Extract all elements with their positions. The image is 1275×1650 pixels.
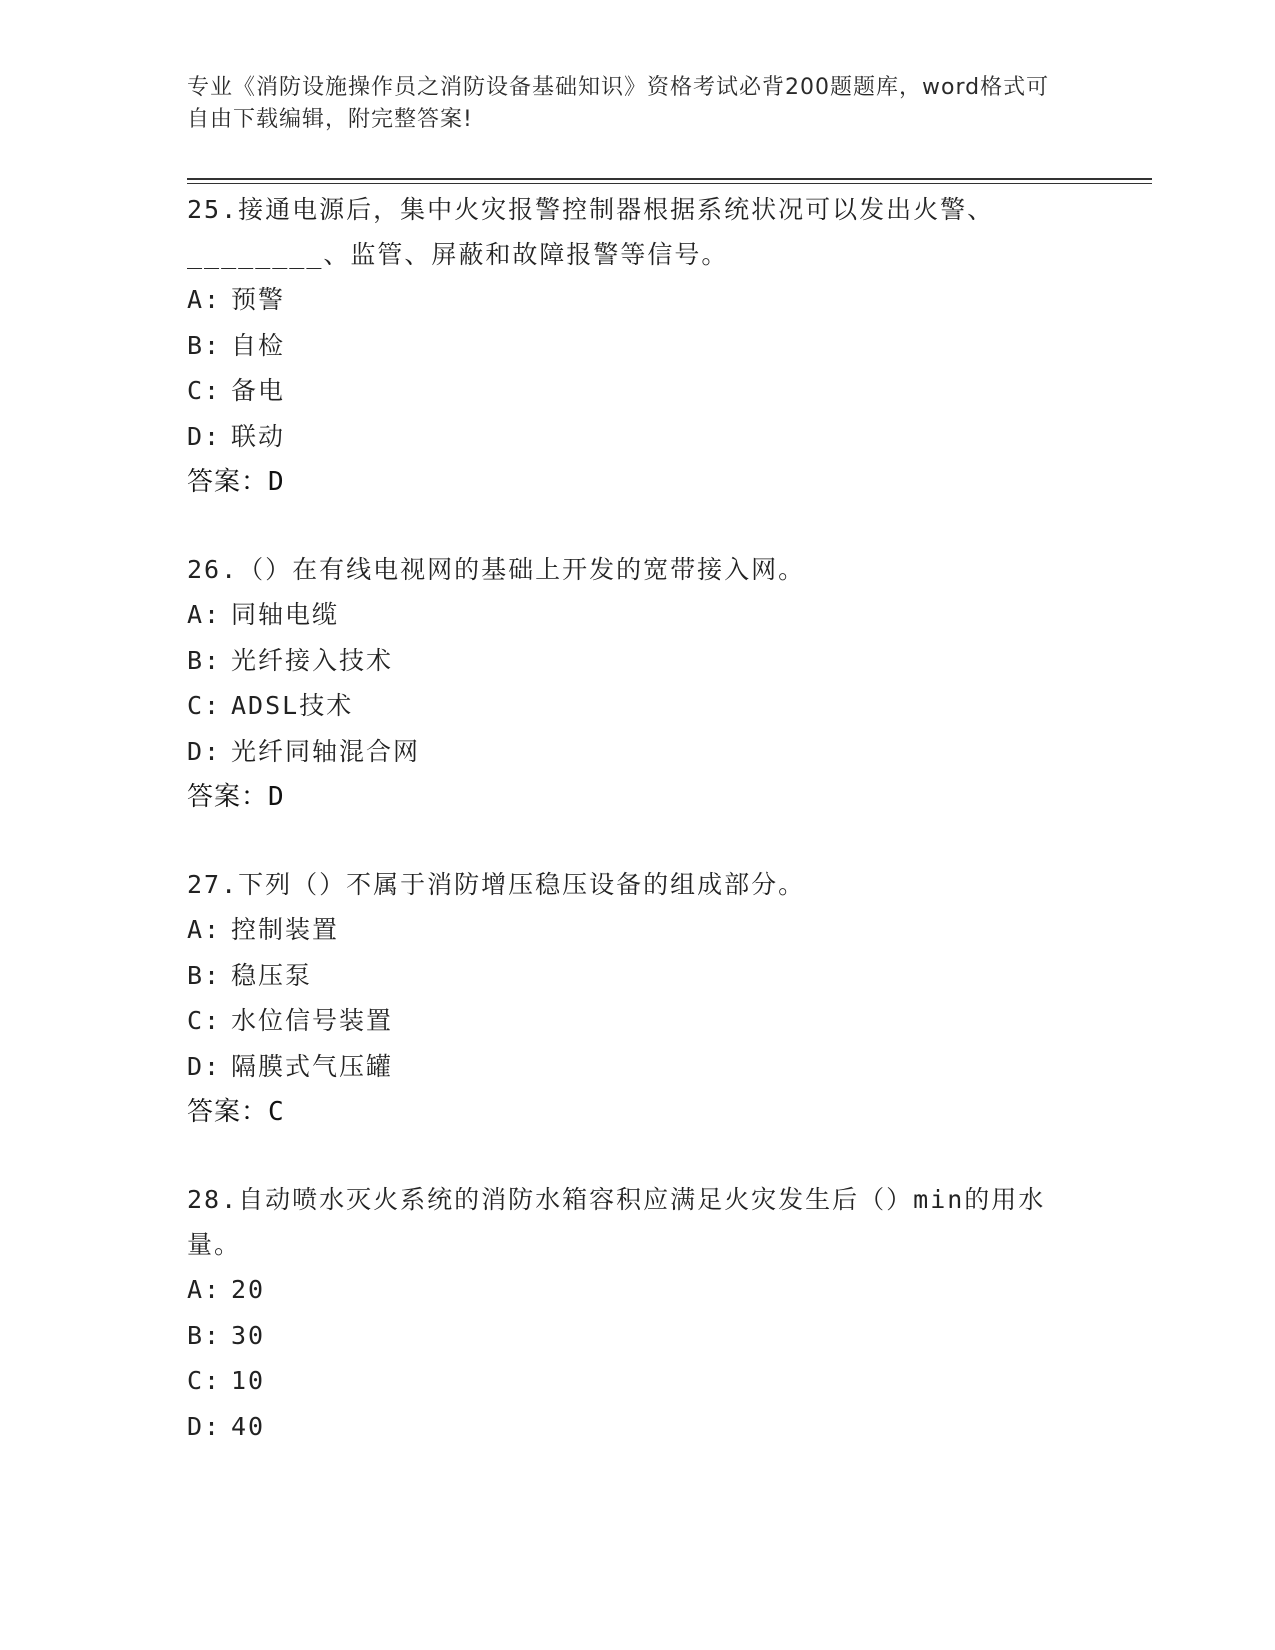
- option-d: [187, 729, 1087, 775]
- option-letter: A:: [187, 285, 222, 314]
- option-text: 同轴电缆: [231, 600, 340, 629]
- question-item: [187, 1177, 1087, 1449]
- option-letter: D:: [187, 736, 222, 766]
- option-d: [187, 1044, 1087, 1090]
- answer-label: 答案：: [187, 1097, 269, 1127]
- option-letter: C:: [187, 1006, 222, 1035]
- option-text: 预警: [231, 285, 286, 314]
- option-text: 30: [231, 1320, 266, 1350]
- answer-label: 答案：: [187, 467, 269, 497]
- answer-label: 答案：: [187, 782, 269, 812]
- option-letter: B:: [187, 330, 222, 360]
- option-text: 自检: [231, 330, 286, 360]
- answer-value: D: [268, 467, 285, 497]
- option-b: [187, 638, 1087, 684]
- option-letter: D:: [187, 1411, 222, 1441]
- answer-line: [187, 774, 1087, 820]
- option-text: 10: [231, 1366, 266, 1395]
- option-letter: D:: [187, 421, 222, 451]
- option-letter: B:: [187, 1320, 222, 1350]
- option-letter: C:: [187, 376, 222, 405]
- option-text: 光纤接入技术: [231, 645, 394, 675]
- option-c: [187, 368, 1087, 414]
- question-item: [187, 547, 1087, 820]
- question-text: 27.下列（）不属于消防增压稳压设备的组成部分。: [187, 870, 806, 899]
- question-text: 28.自动喷水灭火系统的消防水箱容积应满足火灾发生后（）min的用水量。: [187, 1185, 1046, 1259]
- option-d: [187, 414, 1087, 460]
- option-a: [187, 907, 1087, 953]
- option-c: [187, 1358, 1087, 1404]
- question-item: [187, 187, 1087, 505]
- option-letter: C:: [187, 1366, 222, 1395]
- question-text: 25.接通电源后，集中火灾报警控制器根据系统状况可以发出火警、________、监管、屏蔽和故障报警等信号。: [187, 195, 995, 269]
- option-b: [187, 1313, 1087, 1359]
- answer-value: D: [268, 782, 285, 812]
- option-letter: A:: [187, 1275, 222, 1304]
- option-text: 控制装置: [231, 915, 340, 944]
- question-item: [187, 862, 1087, 1135]
- option-b: [187, 953, 1087, 999]
- option-text: 隔膜式气压罐: [231, 1051, 394, 1081]
- option-letter: C:: [187, 691, 222, 720]
- option-text: 光纤同轴混合网: [231, 736, 421, 766]
- option-b: [187, 323, 1087, 369]
- option-text: 备电: [231, 376, 286, 405]
- option-letter: B:: [187, 645, 222, 675]
- option-text: 20: [231, 1275, 266, 1304]
- question-list: [187, 187, 1087, 1491]
- option-a: [187, 1267, 1087, 1313]
- option-letter: A:: [187, 915, 222, 944]
- option-c: [187, 683, 1087, 729]
- option-text: ADSL技术: [231, 691, 354, 720]
- option-letter: A:: [187, 600, 222, 629]
- question-text: 26.（）在有线电视网的基础上开发的宽带接入网。: [187, 555, 806, 584]
- option-c: [187, 998, 1087, 1044]
- option-text: 水位信号装置: [231, 1006, 394, 1035]
- option-text: 稳压泵: [231, 960, 313, 990]
- option-d: [187, 1404, 1087, 1450]
- option-a: [187, 277, 1087, 323]
- option-letter: B:: [187, 960, 222, 990]
- option-letter: D:: [187, 1051, 222, 1081]
- header-divider: [187, 178, 1152, 184]
- option-a: [187, 592, 1087, 638]
- document-header: 专业《消防设施操作员之消防设备基础知识》资格考试必背200题题库，word格式可自由下载编辑，附完整答案!: [187, 75, 1050, 132]
- answer-line: [187, 459, 1087, 505]
- answer-value: C: [268, 1097, 285, 1127]
- answer-line: [187, 1089, 1087, 1135]
- option-text: 联动: [231, 421, 286, 451]
- option-text: 40: [231, 1411, 266, 1441]
